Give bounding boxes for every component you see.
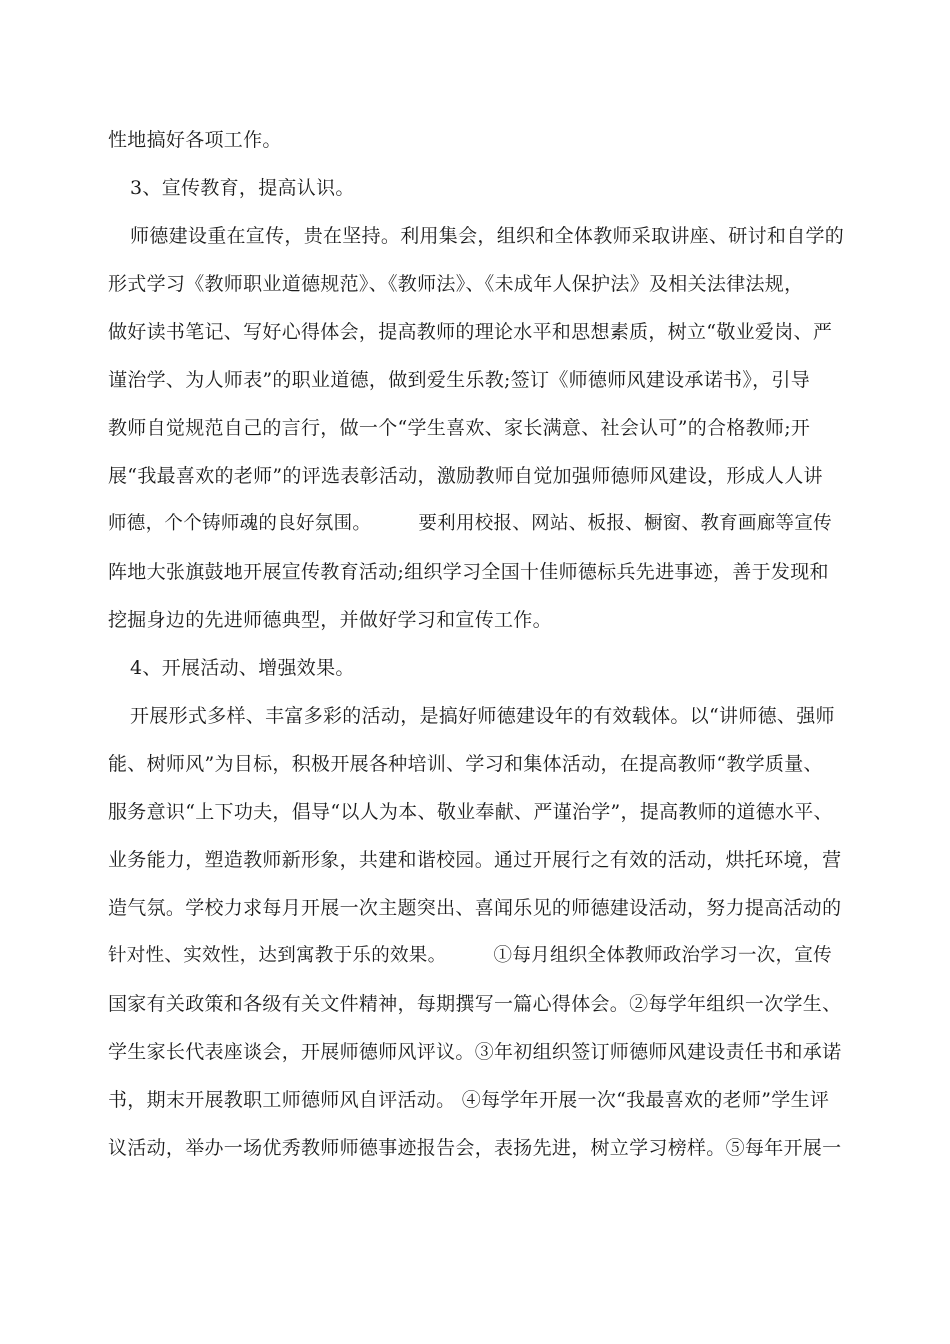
section-heading-3: 3、宣传教育，提高认识。: [130, 177, 355, 199]
text-line: 性地搞好各项工作。: [108, 129, 282, 151]
paragraph-line: 谨治学、为人师表”的职业道德，做到爱生乐教;签订《师德师风建设承诺书》，引导: [108, 369, 811, 391]
paragraph-line: 形式学习《教师职业道德规范》、《教师法》、《未成年人保护法》及相关法律法规，: [108, 273, 804, 295]
paragraph-line: 国家有关政策和各级有关文件精神，每期撰写一篇心得体会。②每学年组织一次学生、: [108, 993, 842, 1015]
paragraph-line: 造气氛。学校力求每月开展一次主题突出、喜闻乐见的师德建设活动，努力提高活动的: [108, 897, 842, 919]
paragraph-line: 阵地大张旗鼓地开展宣传教育活动;组织学习全国十佳师德标兵先进事迹，善于发现和: [108, 561, 829, 583]
paragraph-line: 开展形式多样、丰富多彩的活动，是搞好师德建设年的有效载体。以“讲师德、强师: [130, 705, 835, 727]
paragraph-line: 挖掘身边的先进师德典型，并做好学习和宣传工作。: [108, 609, 552, 631]
paragraph-line: 师德，个个铸师魂的良好氛围。 要利用校报、网站、板报、橱窗、教育画廊等宣传: [108, 513, 832, 534]
paragraph-line: 服务意识“上下功夫，倡导“以人为本、敬业奉献、严谨治学”，提高教师的道德水平、: [108, 801, 833, 823]
paragraph-line: 学生家长代表座谈会，开展师德师风评议。③年初组织签订师德师风建设责任书和承诺: [108, 1041, 842, 1063]
paragraph-line: 针对性、实效性，达到寓教于乐的效果。 ①每月组织全体教师政治学习一次，宣传: [108, 945, 832, 966]
section-heading-4: 4、开展活动、增强效果。: [130, 657, 355, 679]
paragraph-line: 师德建设重在宣传，贵在坚持。利用集会，组织和全体教师采取讲座、研讨和自学的: [130, 225, 845, 247]
paragraph-line: 议活动，举办一场优秀教师师德事迹报告会，表扬先进，树立学习榜样。⑤每年开展一: [108, 1137, 842, 1159]
paragraph-line: 教师自觉规范自己的言行，做一个“学生喜欢、家长满意、社会认可”的合格教师;开: [108, 417, 811, 439]
paragraph-line: 书，期末开展教职工师德师风自评活动。 ④每学年开展一次“我最喜欢的老师”学生评: [108, 1089, 830, 1111]
paragraph-line: 展“我最喜欢的老师”的评选表彰活动，激励教师自觉加强师德师风建设，形成人人讲: [108, 465, 823, 487]
paragraph-line: 做好读书笔记、写好心得体会，提高教师的理论水平和思想素质，树立“敬业爱岗、严: [108, 321, 833, 343]
paragraph-line: 能、树师风”为目标，积极开展各种培训、学习和集体活动，在提高教师“教学质量、: [108, 753, 823, 775]
paragraph-line: 业务能力，塑造教师新形象，共建和谐校园。通过开展行之有效的活动，烘托环境，营: [108, 849, 842, 871]
